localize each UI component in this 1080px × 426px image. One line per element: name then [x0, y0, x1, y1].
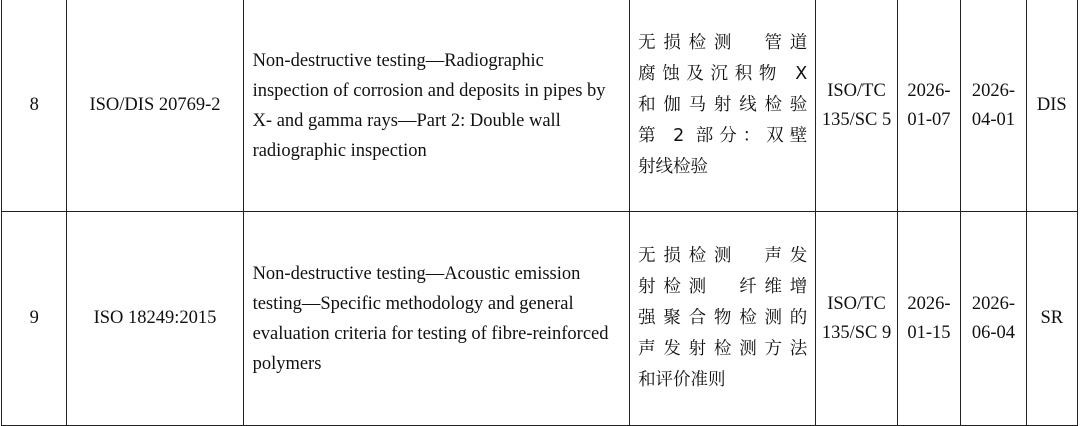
english-title: Non-destructive testing—Radiographic inspection of corrosion and deposits in pipes by X- and gamma rays—Part 2: Double wall radiographic inspection	[243, 0, 630, 212]
chinese-title-line: 无损检测 声发	[638, 246, 808, 266]
chinese-title-line: 无损检测 管道	[638, 33, 808, 53]
end-date: 2026-04-01	[961, 0, 1026, 212]
stage: DIS	[1026, 0, 1077, 212]
standards-table	[1, 0, 1078, 426]
row-number: 9	[2, 212, 67, 426]
row-number: 8	[2, 0, 67, 212]
standard-number: ISO/DIS 20769-2	[67, 0, 243, 212]
start-date: 2026-01-15	[897, 212, 960, 426]
chinese-title-line: 腐蚀及沉积物 X	[638, 64, 808, 84]
chinese-title	[630, 0, 816, 212]
committee: ISO/TC 135/SC 9	[816, 212, 898, 426]
chinese-title	[630, 212, 816, 426]
standard-number: ISO 18249:2015	[67, 212, 243, 426]
committee: ISO/TC 135/SC 5	[816, 0, 898, 212]
end-date: 2026-06-04	[961, 212, 1026, 426]
chinese-title-line: 射检测 纤维增	[638, 277, 808, 297]
table-row	[2, 212, 1078, 426]
chinese-title-line: 和评价准则	[638, 370, 726, 390]
stage: SR	[1026, 212, 1077, 426]
english-title: Non-destructive testing—Acoustic emission testing—Specific methodology and general evaluation criteria for testing of fibre-reinforced polymers	[243, 212, 630, 426]
chinese-title-line: 强聚合物检测的	[638, 308, 808, 328]
chinese-title-line: 和伽马射线检验	[638, 95, 808, 115]
chinese-title-line: 第 2 部分：双壁	[638, 126, 808, 146]
start-date: 2026-01-07	[897, 0, 960, 212]
chinese-title-line: 射线检验	[638, 157, 709, 177]
table-row	[2, 0, 1078, 212]
chinese-title-line: 声发射检测方法	[638, 339, 808, 359]
